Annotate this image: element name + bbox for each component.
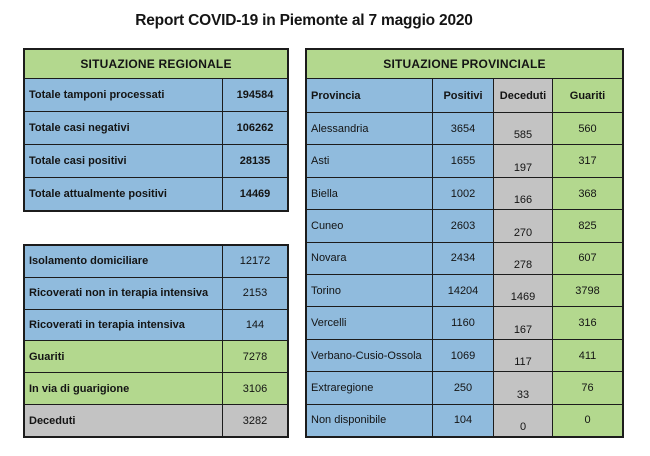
- cell-positivi: 1160: [433, 307, 493, 338]
- table-row: [25, 145, 287, 177]
- cell-guariti: 0: [553, 405, 622, 436]
- cell-deceduti: 117: [494, 340, 552, 371]
- cell-guariti: 825: [553, 210, 622, 241]
- table-row: [25, 405, 287, 436]
- cell-deceduti: 585: [494, 113, 552, 144]
- cell-provincia: Vercelli: [307, 307, 432, 338]
- row-label: Ricoverati non in terapia intensiva: [25, 278, 222, 309]
- row-value: 3282: [223, 405, 287, 436]
- column-header-deceduti: Deceduti: [494, 79, 552, 112]
- cell-deceduti: 278: [494, 243, 552, 274]
- column-header-row: [307, 79, 622, 112]
- cell-provincia: Asti: [307, 145, 432, 176]
- row-value: 106262: [223, 112, 287, 144]
- cell-guariti: 76: [553, 372, 622, 403]
- table-row: [25, 373, 287, 404]
- cell-guariti: 317: [553, 145, 622, 176]
- cell-positivi: 104: [433, 405, 493, 436]
- table-row: [307, 275, 622, 306]
- column-header-provincia: Provincia: [307, 79, 432, 112]
- table-row: [307, 145, 622, 176]
- row-label: Deceduti: [25, 405, 222, 436]
- cell-deceduti: 0: [494, 405, 552, 436]
- cell-guariti: 560: [553, 113, 622, 144]
- row-label: In via di guarigione: [25, 373, 222, 404]
- cell-positivi: 2603: [433, 210, 493, 241]
- table-row: [307, 340, 622, 371]
- table-row: [25, 79, 287, 111]
- row-label: Isolamento domiciliare: [25, 246, 222, 277]
- cell-deceduti: 33: [494, 372, 552, 403]
- row-value: 194584: [223, 79, 287, 111]
- cell-guariti: 368: [553, 178, 622, 209]
- cell-positivi: 1655: [433, 145, 493, 176]
- row-value: 144: [223, 310, 287, 341]
- table-row: [25, 178, 287, 210]
- cell-guariti: 607: [553, 243, 622, 274]
- cell-deceduti: 270: [494, 210, 552, 241]
- column-header-guariti: Guariti: [553, 79, 622, 112]
- row-label: Totale casi negativi: [25, 112, 222, 144]
- cell-deceduti: 166: [494, 178, 552, 209]
- cell-guariti: 3798: [553, 275, 622, 306]
- cell-deceduti: 167: [494, 307, 552, 338]
- cell-provincia: Non disponibile: [307, 405, 432, 436]
- table-row: [307, 243, 622, 274]
- cell-positivi: 250: [433, 372, 493, 403]
- cell-provincia: Verbano-Cusio-Ossola: [307, 340, 432, 371]
- table-row: [25, 341, 287, 372]
- regional-table-header: SITUAZIONE REGIONALE: [25, 50, 287, 78]
- row-label: Ricoverati in terapia intensiva: [25, 310, 222, 341]
- row-value: 3106: [223, 373, 287, 404]
- table-row: [307, 178, 622, 209]
- column-header-positivi: Positivi: [433, 79, 493, 112]
- provincial-table-header: SITUAZIONE PROVINCIALE: [307, 50, 622, 78]
- row-value: 2153: [223, 278, 287, 309]
- page-title: Report COVID-19 in Piemonte al 7 maggio 2020: [135, 12, 473, 29]
- table-row: [25, 310, 287, 341]
- row-value: 7278: [223, 341, 287, 372]
- cell-deceduti: 197: [494, 145, 552, 176]
- row-label: Totale attualmente positivi: [25, 178, 222, 210]
- row-label: Totale tamponi processati: [25, 79, 222, 111]
- table-row: [307, 372, 622, 403]
- provincial-table: [305, 48, 624, 438]
- table-row: [307, 307, 622, 338]
- cell-provincia: Biella: [307, 178, 432, 209]
- table-row: [307, 405, 622, 436]
- table-row: [25, 112, 287, 144]
- table-row: [25, 278, 287, 309]
- row-value: 12172: [223, 246, 287, 277]
- cell-provincia: Novara: [307, 243, 432, 274]
- cell-positivi: 14204: [433, 275, 493, 306]
- table-row: [307, 113, 622, 144]
- row-value: 14469: [223, 178, 287, 210]
- cell-positivi: 1069: [433, 340, 493, 371]
- regional-table: [23, 48, 289, 212]
- cell-positivi: 1002: [433, 178, 493, 209]
- cell-guariti: 316: [553, 307, 622, 338]
- cell-provincia: Extraregione: [307, 372, 432, 403]
- table-row: [307, 210, 622, 241]
- row-value: 28135: [223, 145, 287, 177]
- row-label: Totale casi positivi: [25, 145, 222, 177]
- cell-deceduti: 1469: [494, 275, 552, 306]
- cell-positivi: 3654: [433, 113, 493, 144]
- cell-positivi: 2434: [433, 243, 493, 274]
- table-row: [25, 246, 287, 277]
- cell-guariti: 411: [553, 340, 622, 371]
- row-label: Guariti: [25, 341, 222, 372]
- status-table: [23, 244, 289, 438]
- cell-provincia: Cuneo: [307, 210, 432, 241]
- cell-provincia: Alessandria: [307, 113, 432, 144]
- cell-provincia: Torino: [307, 275, 432, 306]
